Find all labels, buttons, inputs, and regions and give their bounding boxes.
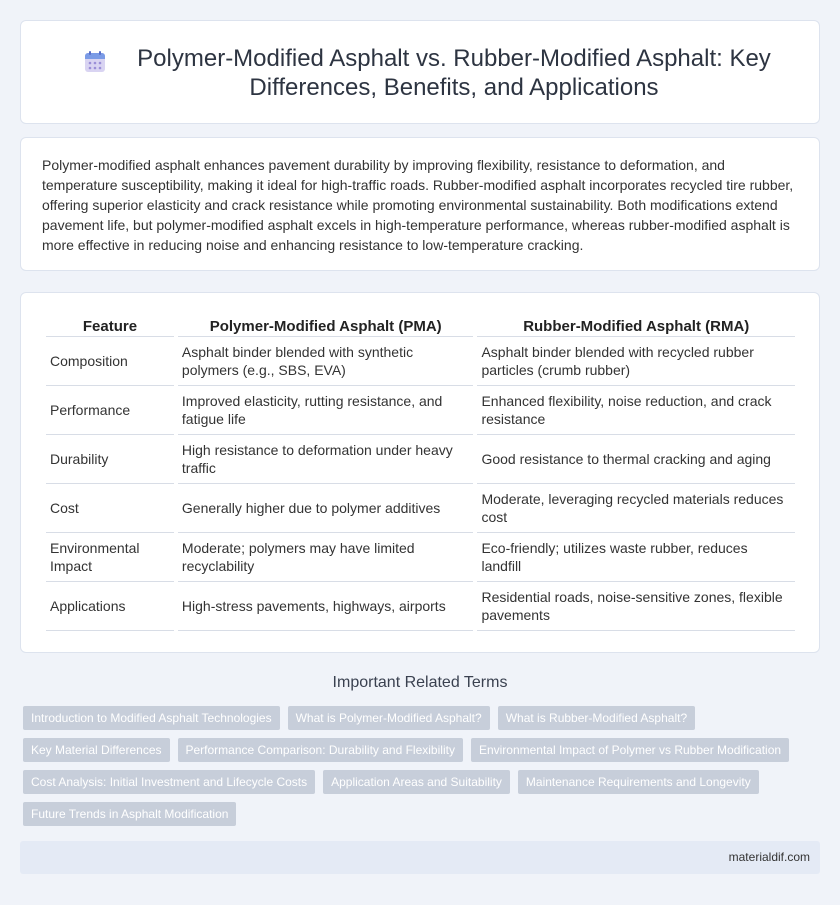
header-feature: Feature xyxy=(46,317,174,337)
cell-feature: Performance xyxy=(46,386,174,435)
related-term-tag[interactable]: Application Areas and Suitability xyxy=(323,770,510,794)
table-row xyxy=(46,435,795,484)
table-row xyxy=(46,337,795,386)
related-term-tag[interactable]: Key Material Differences xyxy=(23,738,170,762)
table-row xyxy=(46,533,795,582)
intro-paragraph: Polymer-modified asphalt enhances pavement durability by improving flexibility, resistance to deformation, and temperature susceptibility, making it ideal for high-traffic roads. Rubber-modified asphalt incorporates recycled tire rubber, offering superior elasticity and crack resistance while promoting environmental sustainability. Both modifications extend pavement life, but polymer-modified asphalt excels in high-temperature performance, whereas rubber-modified asphalt is more effective in reducing noise and enhancing resistance to low-temperature cracking. xyxy=(42,157,794,253)
related-terms-list xyxy=(23,706,803,826)
header-pma: Polymer-Modified Asphalt (PMA) xyxy=(178,317,474,337)
cell-pma: High-stress pavements, highways, airports xyxy=(178,582,474,631)
related-term-tag[interactable]: Environmental Impact of Polymer vs Rubber Modification xyxy=(471,738,789,762)
cell-rma: Eco-friendly; utilizes waste rubber, reduces landfill xyxy=(477,533,795,582)
related-term-tag[interactable]: What is Rubber-Modified Asphalt? xyxy=(498,706,695,730)
related-term-tag[interactable]: Future Trends in Asphalt Modification xyxy=(23,802,236,826)
related-term-tag[interactable]: Maintenance Requirements and Longevity xyxy=(518,770,759,794)
table-row xyxy=(46,484,795,533)
title-card xyxy=(20,20,820,124)
cell-rma: Moderate, leveraging recycled materials reduces cost xyxy=(477,484,795,533)
table-row xyxy=(46,386,795,435)
cell-rma: Enhanced flexibility, noise reduction, and crack resistance xyxy=(477,386,795,435)
cell-rma: Good resistance to thermal cracking and aging xyxy=(477,435,795,484)
footer xyxy=(20,841,820,874)
cell-pma: High resistance to deformation under heavy traffic xyxy=(178,435,474,484)
table-header-row xyxy=(46,317,795,337)
cell-feature: Environmental Impact xyxy=(46,533,174,582)
cell-feature: Composition xyxy=(46,337,174,386)
cell-feature: Durability xyxy=(46,435,174,484)
related-term-tag[interactable]: Performance Comparison: Durability and Flexibility xyxy=(178,738,463,762)
footer-site-link[interactable]: materialdif.com xyxy=(728,850,810,864)
cell-pma: Improved elasticity, rutting resistance, and fatigue life xyxy=(178,386,474,435)
header-rma: Rubber-Modified Asphalt (RMA) xyxy=(477,317,795,337)
related-term-tag[interactable]: Introduction to Modified Asphalt Technologies xyxy=(23,706,280,730)
comparison-table xyxy=(42,317,799,631)
related-term-tag[interactable]: Cost Analysis: Initial Investment and Lifecycle Costs xyxy=(23,770,315,794)
cell-pma: Asphalt binder blended with synthetic polymers (e.g., SBS, EVA) xyxy=(178,337,474,386)
comparison-card xyxy=(20,292,820,653)
cell-rma: Residential roads, noise-sensitive zones, flexible pavements xyxy=(477,582,795,631)
cell-pma: Moderate; polymers may have limited recyclability xyxy=(178,533,474,582)
table-row xyxy=(46,582,795,631)
cell-feature: Cost xyxy=(46,484,174,533)
cell-rma: Asphalt binder blended with recycled rubber particles (crumb rubber) xyxy=(477,337,795,386)
cell-pma: Generally higher due to polymer additives xyxy=(178,484,474,533)
intro-card xyxy=(20,137,820,271)
cell-feature: Applications xyxy=(46,582,174,631)
related-term-tag[interactable]: What is Polymer-Modified Asphalt? xyxy=(288,706,490,730)
page-title: Polymer-Modified Asphalt vs. Rubber-Modified Asphalt: Key Differences, Benefits, and Applications xyxy=(137,45,771,101)
related-terms-heading: Important Related Terms xyxy=(332,674,508,691)
